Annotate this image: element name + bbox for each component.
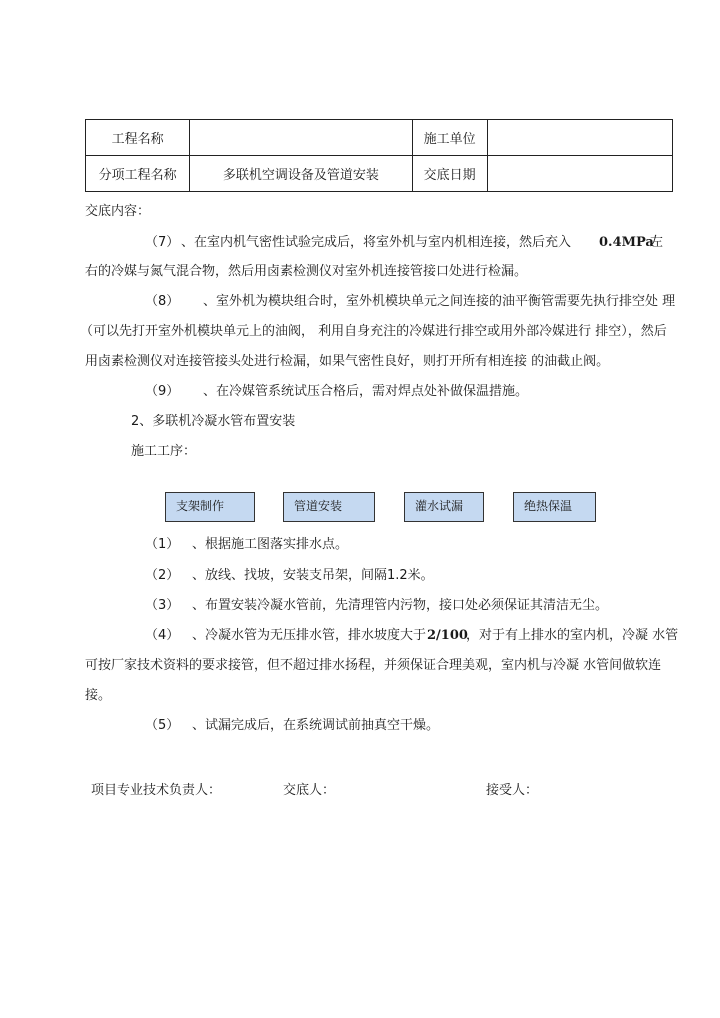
flow-step-4: 绝热保温: [513, 492, 596, 522]
item7-end: 左: [650, 235, 664, 250]
handover-date-value: [487, 156, 672, 192]
handover-date-label: 交底日期: [412, 156, 487, 192]
item8-num: （8）: [145, 294, 180, 309]
item5-text: 、试漏完成后，在系统调试前抽真空干燥。: [192, 718, 440, 733]
item7-text: 、在室内机气密性试验完成后，将室外机与室内机相连接，然后充入: [181, 235, 572, 250]
item4-text-a: 、冷凝水管为无压排水管，排水坡度大于: [192, 628, 427, 643]
item8-text: 、室外机为模块组合时，室外机模块单元之间连接的油平衡管需要先执行排空处 理: [203, 294, 676, 309]
step1-num: （1）: [145, 537, 180, 552]
item4-line2: 可按厂家技术资料的要求接管，但不超过排水扬程，并须保证合理美观，室内机与冷凝 水管间做软连: [85, 658, 662, 673]
item4-text-b: ，对于有上排水的室内机，冷凝 水管: [466, 628, 679, 643]
section2-title: 2、多联机冷凝水管布置安装: [131, 414, 296, 429]
step2-num: （2）: [145, 568, 180, 583]
item8-line2: （可以先打开室外机模块单元上的油阀， 利用自身充注的冷媒进行排空或用外部冷媒进行 排空），然后: [80, 324, 667, 339]
item4-line3: 接。: [85, 688, 112, 703]
sub-project-value: 多联机空调设备及管道安装: [190, 156, 412, 192]
header-table: [85, 119, 673, 192]
project-name-label: 工程名称: [86, 120, 190, 156]
project-name-value: [190, 120, 412, 156]
item4-slope: 2/100: [427, 628, 468, 643]
step2-text: 、放线、找坡，安装支吊架，间隔1.2米。: [192, 568, 434, 583]
presenter-signature: 交底人：: [283, 783, 336, 798]
item7-line2: 右的冷媒与氮气混合物，然后用卤素检测仪对室外机连接管接口处进行检漏。: [85, 264, 528, 279]
item5-num: （5）: [145, 718, 180, 733]
flow-step-1: 支架制作: [165, 492, 255, 522]
table-row: [86, 156, 673, 192]
item8-line3: 用卤素检测仪对连接管接头处进行检漏，如果气密性良好，则打开所有相连接 的油截止阀。: [85, 354, 610, 369]
step1-text: 、根据施工图落实排水点。: [192, 537, 349, 552]
item9-num: （9）: [145, 384, 180, 399]
construction-unit-value: [487, 120, 672, 156]
process-label: 施工工序：: [131, 444, 197, 459]
table-row: [86, 120, 673, 156]
item7-num: （7）: [145, 235, 180, 250]
flow-step-2: 管道安装: [283, 492, 375, 522]
item4-num: （4）: [145, 628, 180, 643]
sub-project-label: 分项工程名称: [86, 156, 190, 192]
construction-unit-label: 施工单位: [412, 120, 487, 156]
item9-text: 、在冷媒管系统试压合格后，需对焊点处补做保温措施。: [203, 384, 529, 399]
content-title: 交底内容：: [85, 204, 151, 219]
step3-num: （3）: [145, 598, 180, 613]
step3-text: 、布置安装冷凝水管前，先清理管内污物，接口处必须保证其清洁无尘。: [192, 598, 609, 613]
item7-pressure: 0.4MPa: [599, 235, 654, 250]
flow-step-3: 灌水试漏: [404, 492, 484, 522]
tech-lead-signature: 项目专业技术负责人：: [91, 783, 222, 798]
receiver-signature: 接受人：: [486, 783, 539, 798]
